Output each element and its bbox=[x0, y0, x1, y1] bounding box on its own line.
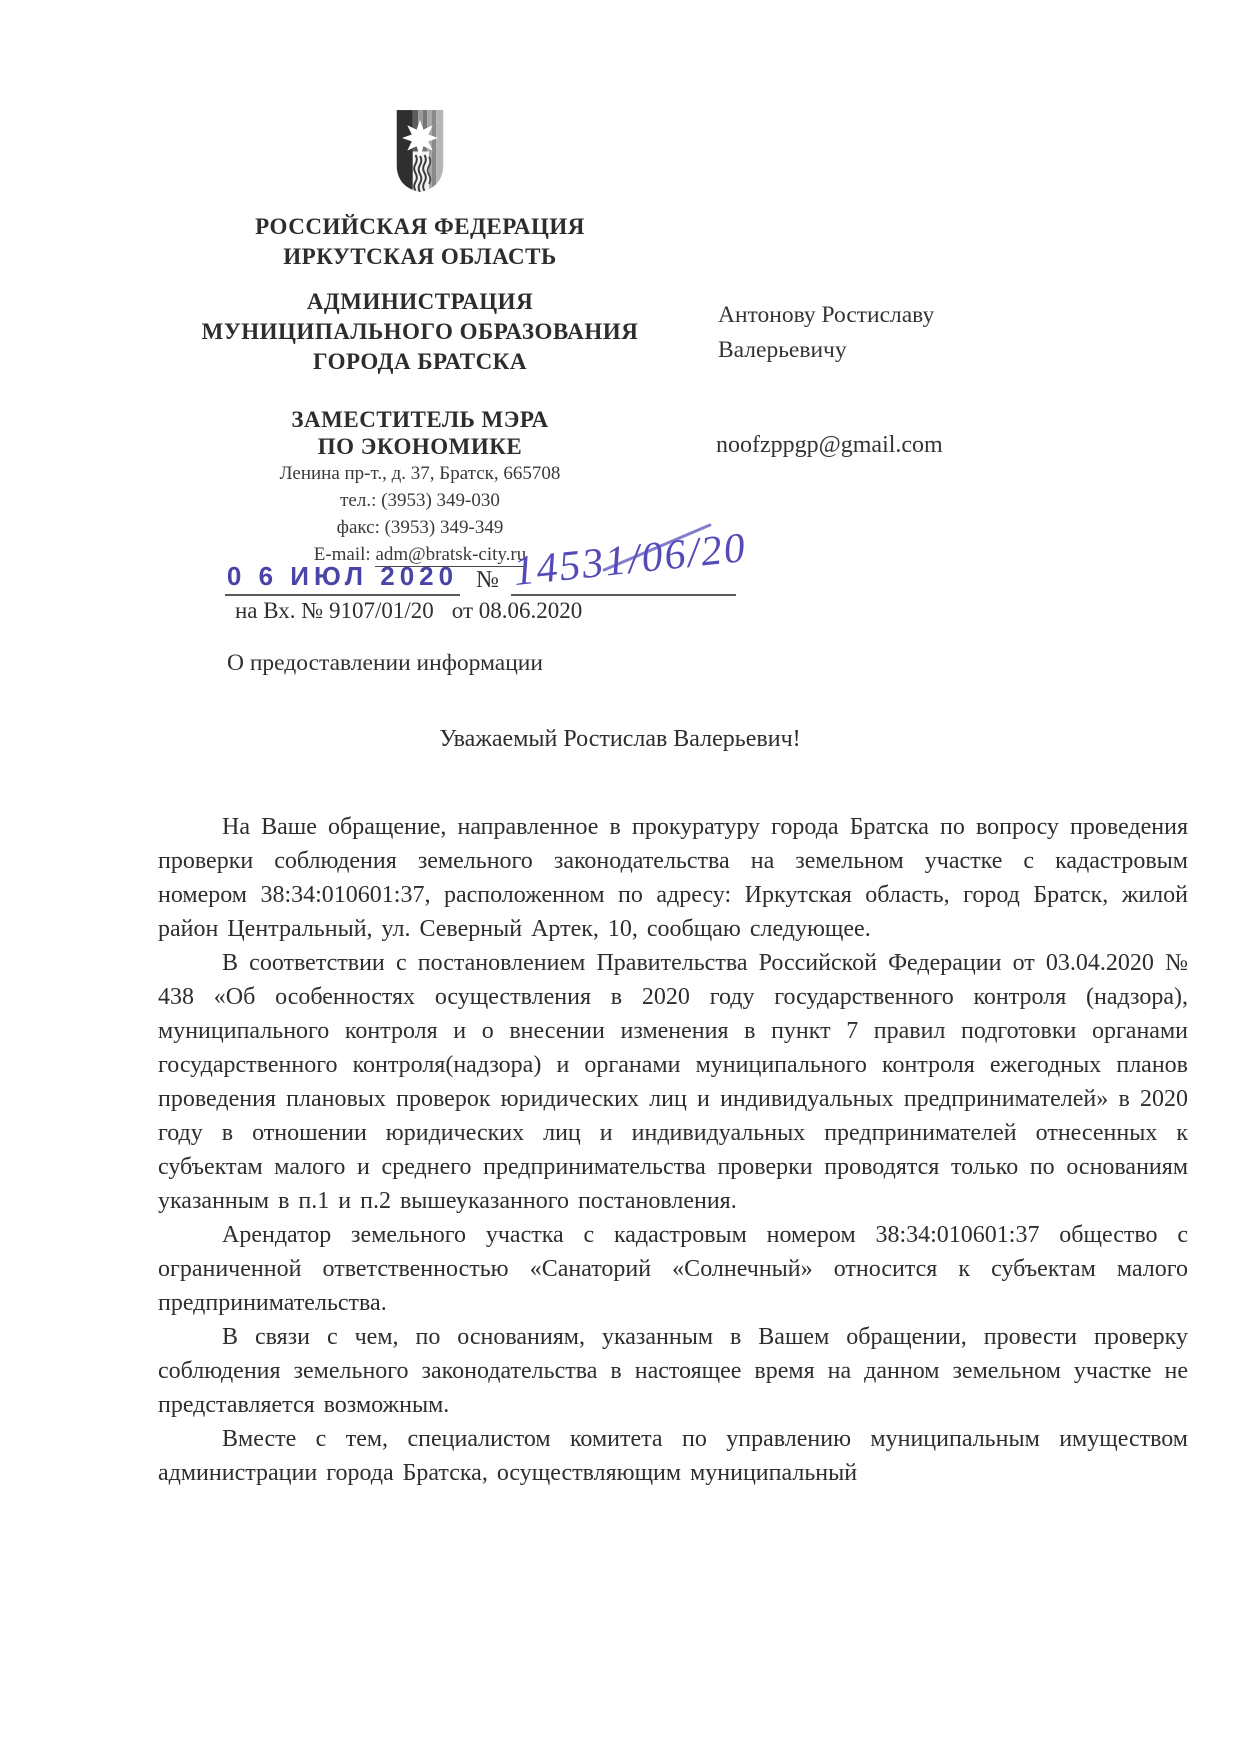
letterhead-email-address: adm@bratsk-city.ru bbox=[375, 544, 527, 565]
letterhead-fax: факс: (3953) 349-349 bbox=[336, 517, 504, 538]
addressee-email: noofzppgp@gmail.com bbox=[716, 432, 943, 458]
letterhead-dept-line1: ЗАМЕСТИТЕЛЬ МЭРА bbox=[291, 407, 549, 432]
letterhead-dept-line2: ПО ЭКОНОМИКЕ bbox=[317, 434, 523, 459]
registration-date-stamp: 0 6 ИЮЛ 2020 bbox=[226, 561, 459, 591]
letterhead-org-line2: МУНИЦИПАЛЬНОГО ОБРАЗОВАНИЯ bbox=[201, 319, 639, 344]
letterhead-postal-address: Ленина пр-т., д. 37, Братск, 665708 bbox=[279, 463, 561, 484]
letterhead-org-line3: ГОРОДА БРАТСКА bbox=[313, 349, 527, 374]
letterhead bbox=[130, 108, 710, 568]
outgoing-number-cell bbox=[511, 524, 750, 596]
addressee-name-line2: Валерьевичу bbox=[718, 337, 847, 363]
letterhead-phone: тел.: (3953) 349-030 bbox=[340, 490, 500, 511]
incoming-reference-number: на Вх. № 9107/01/20 bbox=[235, 598, 434, 623]
registration-date-cell bbox=[225, 561, 460, 596]
letterhead-region: ИРКУТСКАЯ ОБЛАСТЬ bbox=[283, 244, 557, 269]
subject-line: О предоставлении информации bbox=[227, 650, 543, 676]
addressee-name-line1: Антонову Ростиславу bbox=[718, 302, 935, 328]
body-paragraph: На Ваше обращение, направленное в прокуратуру города Братска по вопросу проведения проверки соблюдения земельного законодательства на земельном участке с кадастровым номером 38:34:010601:37, расположенном по адресу: Иркутская область, город Братск, жилой район Центральный, ул. Северный Артек, 10, сообщаю следующее. bbox=[158, 814, 1188, 942]
letterhead-email-label: E-mail: bbox=[313, 544, 376, 565]
body-paragraph: В связи с чем, по основаниям, указанным в Вашем обращении, провести проверку соблюдения земельного законодательства в настоящее время на данном земельном участке не представляется возможным. bbox=[158, 1324, 1188, 1418]
emblem-wrap bbox=[130, 108, 710, 196]
letterhead-org-line1: АДМИНИСТРАЦИЯ bbox=[306, 289, 534, 314]
incoming-reference bbox=[235, 598, 582, 624]
number-sign: № bbox=[476, 567, 499, 593]
handwritten-outgoing-number: 14531/06/20 bbox=[511, 524, 750, 596]
body-paragraph: Вместе с тем, специалистом комитета по управлению муниципальным имуществом администрации города Братска, осуществляющим муниципальный bbox=[158, 1426, 1188, 1486]
salutation: Уважаемый Ростислав Валерьевич! bbox=[439, 726, 801, 752]
letterhead-country: РОССИЙСКАЯ ФЕДЕРАЦИЯ bbox=[255, 214, 585, 239]
addressee-block bbox=[718, 298, 1048, 368]
incoming-reference-date: от 08.06.2020 bbox=[451, 598, 583, 623]
letter-body bbox=[158, 810, 1188, 1490]
bratsk-coat-of-arms-icon bbox=[393, 108, 447, 194]
body-paragraph: В соответствии с постановлением Правительства Российской Федерации от 03.04.2020 № 438 «Об особенностях осуществления в 2020 году государственного контроля (надзора), муниципального контроля и о внесении изменения в пункт 7 правил подготовки органами государственного контроля(надзора) и органами муниципального контроля ежегодных планов проведения плановых проверок юридических лиц и индивидуальных предпринимателей» в 2020 году в отношении юридических лиц и индивидуальных предпринимателей отнесенных к субъектам малого и среднего предпринимательства проверки проводятся только по основаниям указанным в п.1 и п.2 вышеуказанного постановления. bbox=[158, 950, 1188, 1214]
body-paragraph: Арендатор земельного участка с кадастровым номером 38:34:010601:37 общество с ограниченной ответственностью «Санаторий «Солнечный» относится к субъектам малого предпринимательства. bbox=[158, 1222, 1188, 1316]
